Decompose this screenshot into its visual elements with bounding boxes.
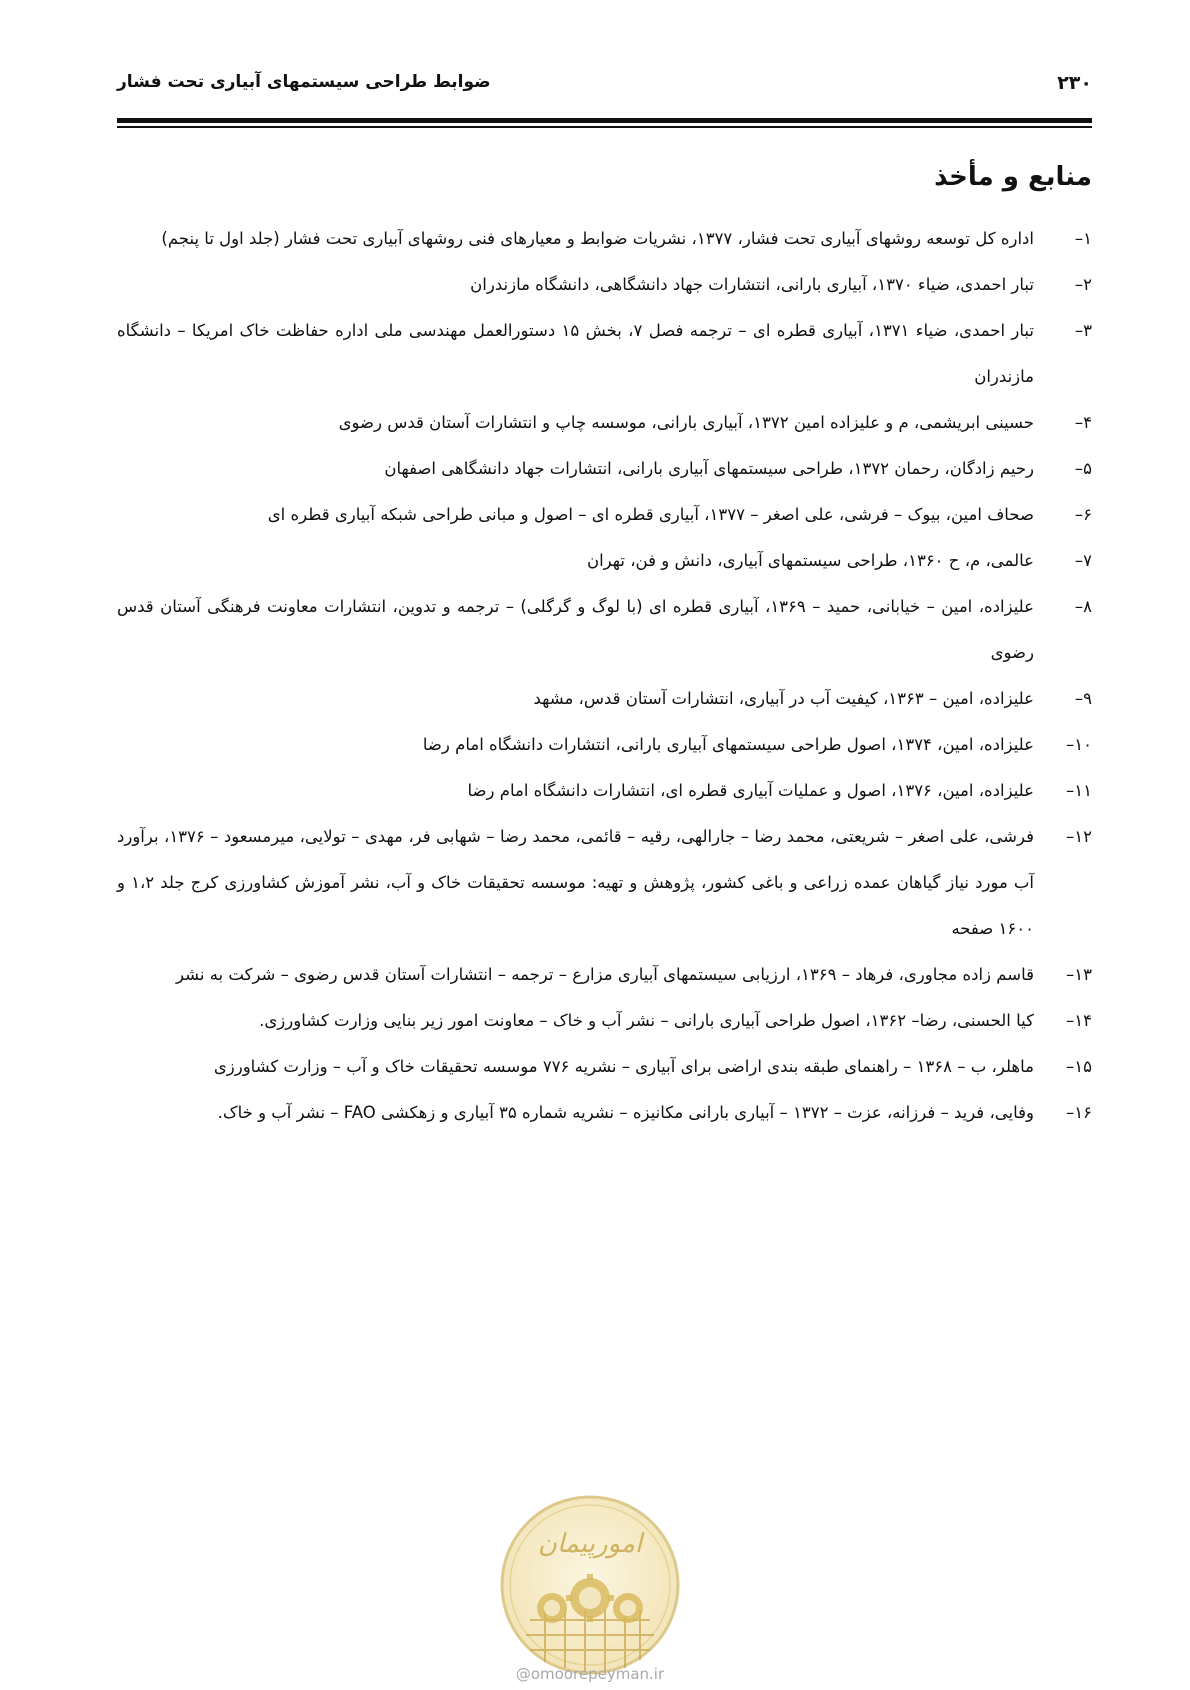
reference-number: ۱۴– (1066, 1011, 1092, 1030)
reference-text: صحاف امین، بیوک – فرشی، علی اصغر – ۱۳۷۷، آبیاری قطره ای – اصول و مبانی طراحی شبکه آبیاری قطره ای (267, 505, 1034, 524)
reference-number: ۱۶– (1066, 1103, 1092, 1122)
reference-number: ۹– (1074, 689, 1092, 708)
reference-item (117, 216, 1092, 262)
reference-text: رحیم زادگان، رحمان ۱۳۷۲، طراحی سیستمهای آبیاری بارانی، انتشارات جهاد دانشگاهی اصفهان (384, 459, 1034, 478)
reference-text: کیا الحسنی، رضا– ۱۳۶۲، اصول طراحی آبیاری بارانی – نشر آب و خاک – معاونت امور زیر بنایی وزارت کشاورزی. (259, 1011, 1034, 1030)
reference-item (117, 998, 1092, 1044)
header-rule-thick (117, 118, 1092, 123)
reference-text: حسینی ابریشمی، م و علیزاده امین ۱۳۷۲، آبیاری بارانی، موسسه چاپ و انتشارات آستان قدس رضوی (338, 413, 1034, 432)
reference-item (117, 584, 1092, 676)
reference-number: ۸– (1074, 597, 1092, 616)
watermark-logo-text: امورپیمان (537, 1529, 643, 1559)
reference-item (117, 492, 1092, 538)
reference-item (117, 308, 1092, 400)
reference-item (117, 538, 1092, 584)
reference-number: ۱۲– (1066, 827, 1092, 846)
watermark-logo (490, 1490, 690, 1690)
reference-text: علیزاده، امین، ۱۳۷۴، اصول طراحی سیستمهای آبیاری بارانی، انتشارات دانشگاه امام رضا (422, 735, 1034, 754)
reference-text: تبار احمدی، ضیاء ۱۳۷۰، آبیاری بارانی، انتشارات جهاد دانشگاهی، دانشگاه مازندران (470, 275, 1034, 294)
page-header (117, 72, 1092, 102)
reference-text: فرشی، علی اصغر – شریعتی، محمد رضا – جارالهی، رقیه – قائمی، محمد رضا – شهابی فر، مهدی – تولایی، میرمسعود – ۱۳۷۶، برآورد آب مورد نیاز گیاهان عمده زراعی و باغی کشور، پژوهش و تهیه: موسسه تحقیقات خاک و آب، نشر آموزش کشاورزی کرج جلد ۱،۲ و ۱۶۰۰ صفحه (117, 827, 1034, 938)
watermark-caption: @omoorepeyman.ir (515, 1665, 665, 1683)
reference-number: ۴– (1074, 413, 1092, 432)
reference-text: قاسم زاده مجاوری، فرهاد – ۱۳۶۹، ارزیابی سیستمهای آبیاری مزارع – ترجمه – انتشارات آستان قدس رضوی – شرکت به نشر (176, 965, 1034, 984)
reference-text: اداره کل توسعه روشهای آبیاری تحت فشار، ۱۳۷۷، نشریات ضوابط و معیارهای فنی روشهای آبیاری تحت فشار (جلد اول تا پنجم) (161, 229, 1034, 248)
reference-text: عالمی، م، ح ۱۳۶۰، طراحی سیستمهای آبیاری، دانش و فن، تهران (586, 551, 1034, 570)
reference-item (117, 1044, 1092, 1090)
reference-number: ۱۳– (1066, 965, 1092, 984)
reference-item (117, 1090, 1092, 1136)
reference-item (117, 262, 1092, 308)
reference-text: تبار احمدی، ضیاء ۱۳۷۱، آبیاری قطره ای – ترجمه فصل ۷، بخش ۱۵ دستورالعمل مهندسی ملی اداره حفاظت خاک امریکا – دانشگاه مازندران (117, 321, 1034, 386)
reference-number: ۷– (1074, 551, 1092, 570)
reference-text: علیزاده، امین – خیابانی، حمید – ۱۳۶۹، آبیاری قطره ای (با لوگ و گرگلی) – ترجمه و تدوین، انتشارات معاونت فرهنگی آستان قدس رضوی (117, 597, 1034, 662)
reference-item (117, 400, 1092, 446)
reference-number: ۳– (1074, 321, 1092, 340)
header-rule-thin (117, 126, 1092, 128)
reference-number: ۱۰– (1066, 735, 1092, 754)
page-number: ۲۳۰ (1057, 72, 1092, 94)
reference-text: علیزاده، امین – ۱۳۶۳، کیفیت آب در آبیاری، انتشارات آستان قدس، مشهد (533, 689, 1034, 708)
reference-item (117, 446, 1092, 492)
reference-item (117, 952, 1092, 998)
reference-number: ۵– (1074, 459, 1092, 478)
reference-number: ۱۵– (1066, 1057, 1092, 1076)
reference-number: ۱– (1074, 229, 1092, 248)
reference-number: ۱۱– (1066, 781, 1092, 800)
reference-text: ماهلر، ب – ۱۳۶۸ – راهنمای طبقه بندی اراضی برای آبیاری – نشریه ۷۷۶ موسسه تحقیقات خاک و آب – وزارت کشاورزی (213, 1057, 1034, 1076)
reference-item (117, 676, 1092, 722)
reference-number: ۲– (1074, 275, 1092, 294)
reference-list (117, 216, 1092, 1136)
section-title: منابع و مأخذ (934, 162, 1092, 192)
reference-item (117, 814, 1092, 952)
reference-text: علیزاده، امین، ۱۳۷۶، اصول و عملیات آبیاری قطره ای، انتشارات دانشگاه امام رضا (467, 781, 1034, 800)
reference-item (117, 768, 1092, 814)
reference-number: ۶– (1074, 505, 1092, 524)
book-title: ضوابط طراحی سیستمهای آبیاری تحت فشار (117, 72, 491, 92)
reference-item (117, 722, 1092, 768)
reference-text: وفایی، فرید – فرزانه، عزت – ۱۳۷۲ – آبیاری بارانی مکانیزه – نشریه شماره ۳۵ آبیاری و زهکشی FAO – نشر آب و خاک. (217, 1103, 1034, 1122)
